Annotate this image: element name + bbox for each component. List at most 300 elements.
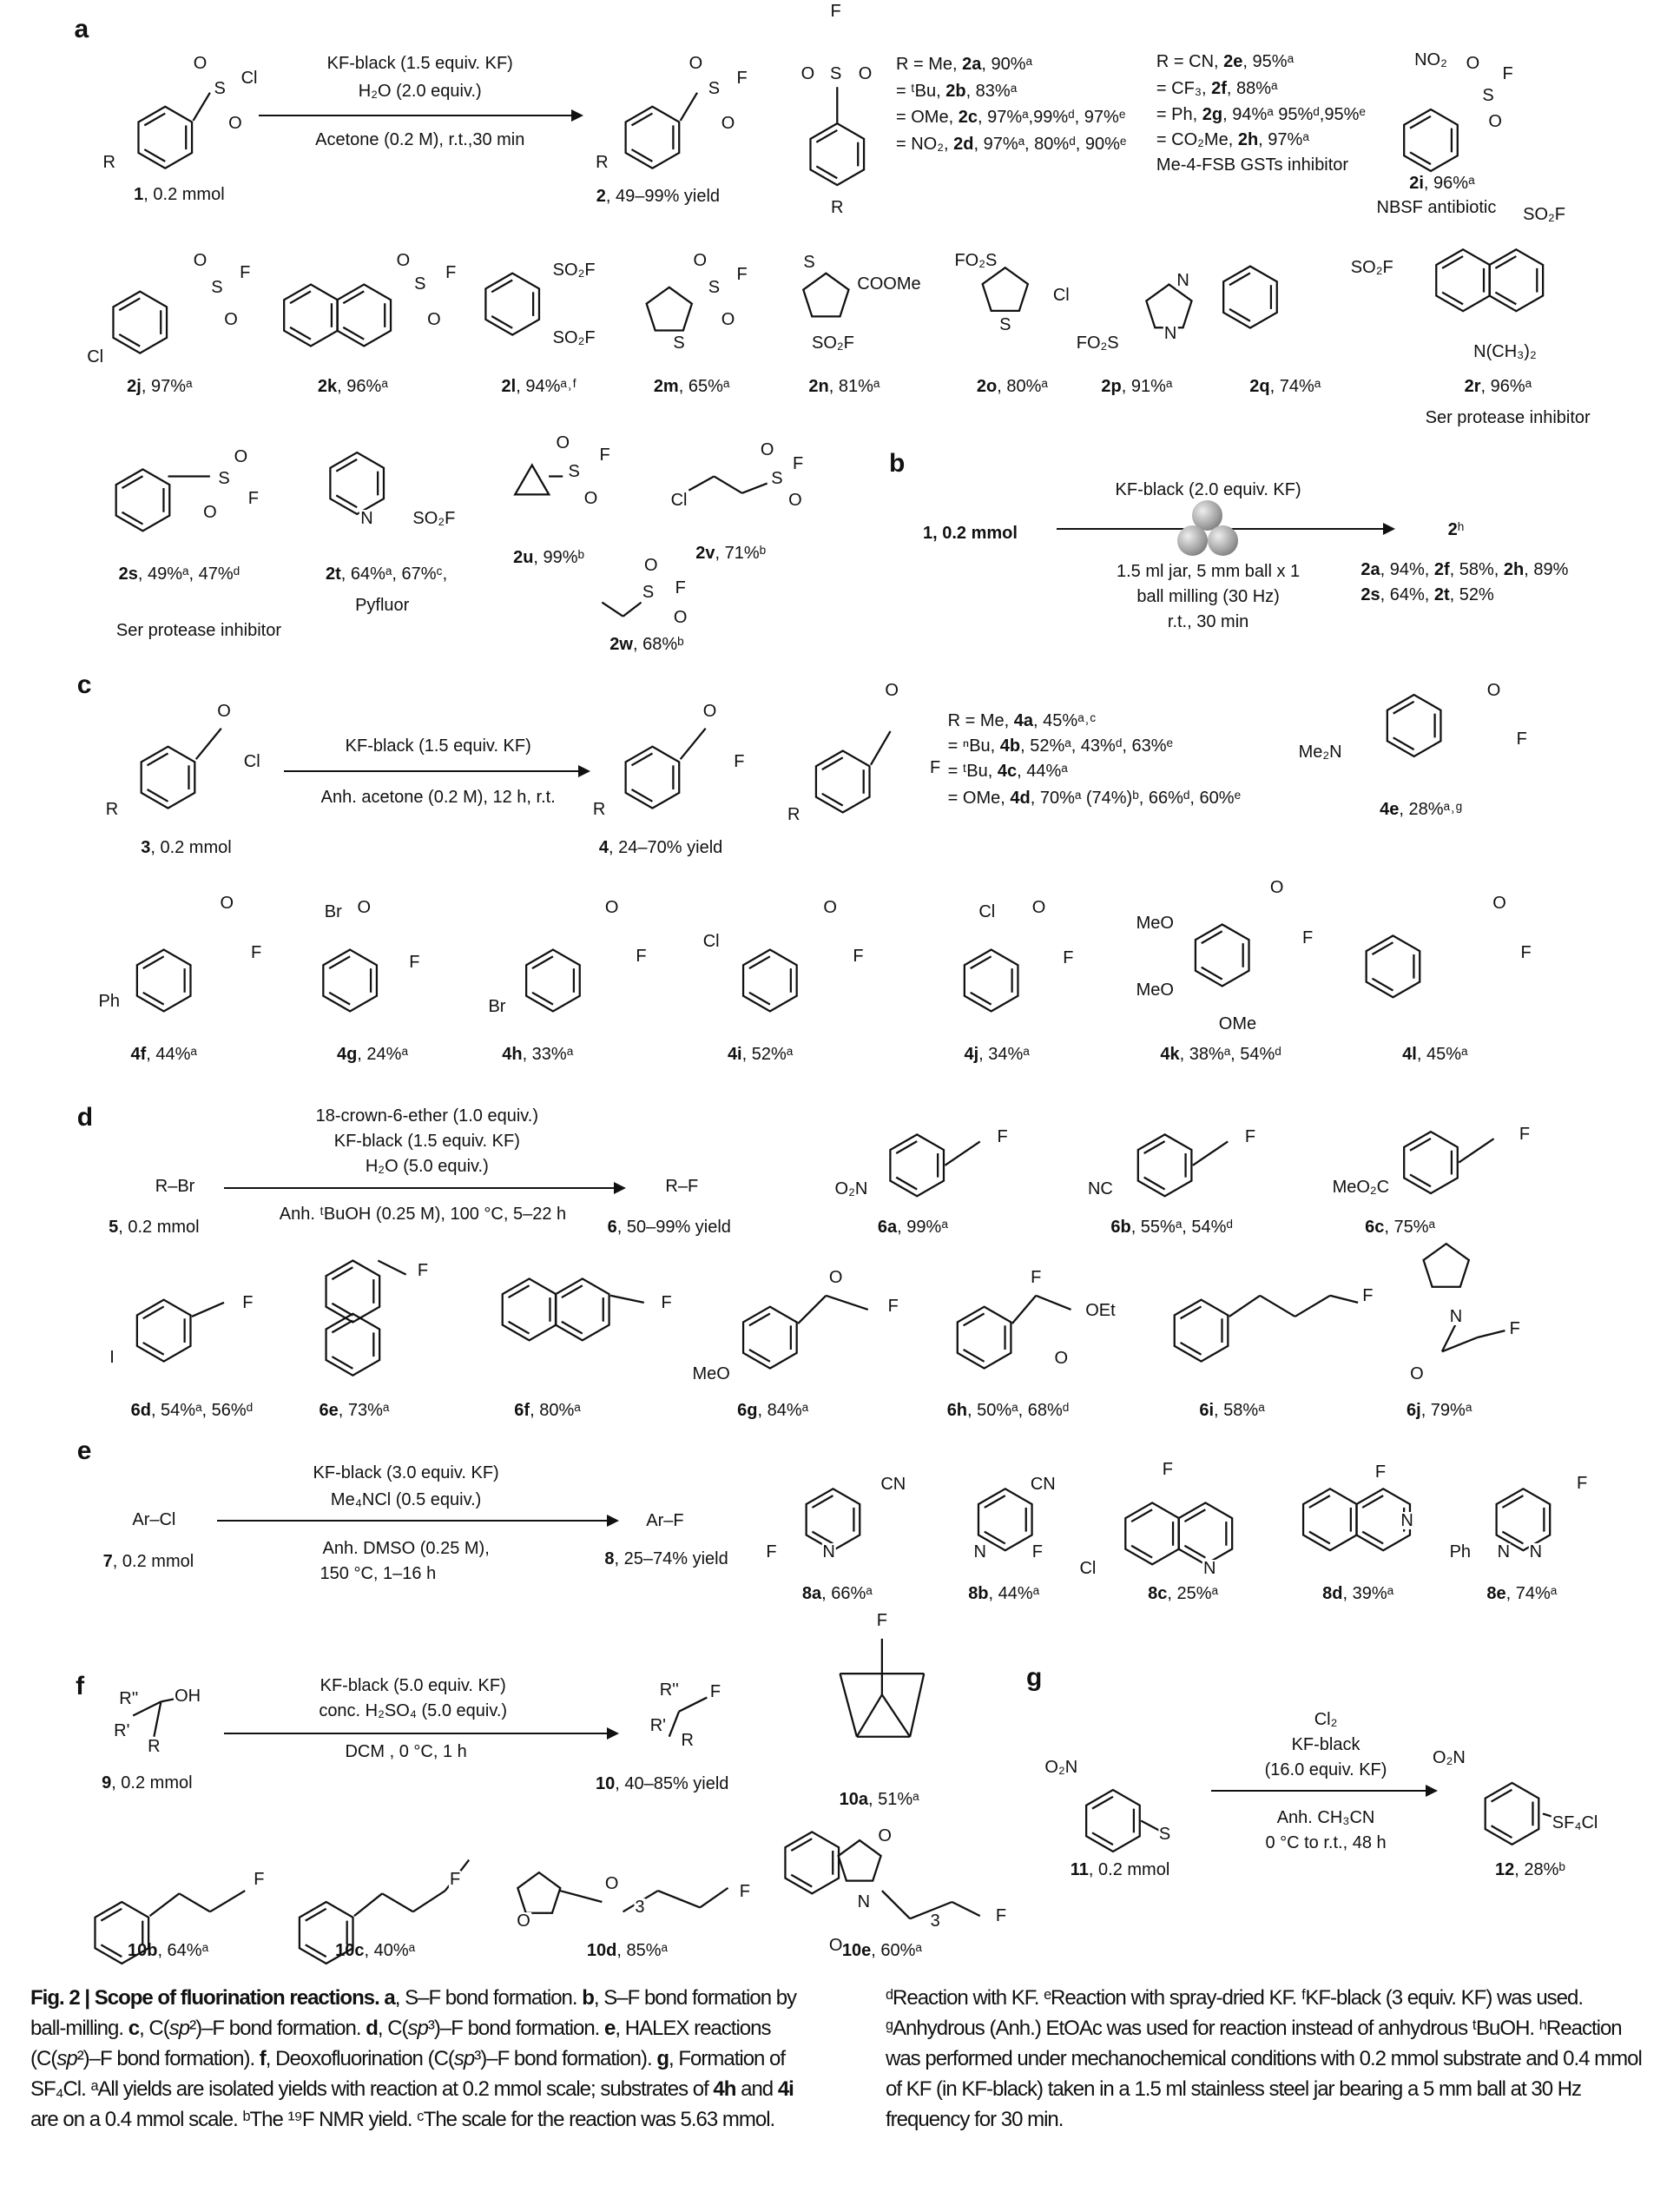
compound-6e-label: 6e, 73%ᵃ bbox=[319, 1400, 390, 1420]
atom-label: O bbox=[673, 608, 688, 628]
compound-2k-label: 2k, 96%ᵃ bbox=[317, 377, 388, 397]
atom-label: O bbox=[228, 113, 242, 133]
ring-bond bbox=[485, 274, 539, 335]
compound-2o-label: 2o, 80%ᵃ bbox=[976, 377, 1048, 397]
condition: Cl₂ bbox=[1314, 1710, 1338, 1730]
compound-4h-label: 4h, 33%ᵃ bbox=[502, 1045, 574, 1065]
double-bond bbox=[143, 956, 164, 968]
atom-label: R bbox=[148, 1736, 161, 1756]
atom-label: F bbox=[1362, 1285, 1374, 1305]
atom-label: O bbox=[556, 432, 570, 452]
atom-label: O bbox=[702, 702, 717, 722]
atom-label: F bbox=[793, 453, 804, 473]
atom-label: R bbox=[105, 800, 119, 820]
ring-bond bbox=[965, 949, 1018, 1011]
caption-segment: ²)–F bond formation. bbox=[189, 2017, 366, 2040]
condition: Anh. ᵗBuOH (0.25 M), 100 °C, 5–22 h bbox=[279, 1205, 567, 1225]
double-bond bbox=[631, 753, 652, 765]
atom-label: Br bbox=[488, 997, 506, 1017]
r-list-item: = OMe, 4d, 70%ᵃ (74%)ᵇ, 66%ᵈ, 60%ᵉ bbox=[947, 789, 1242, 809]
double-bond bbox=[1492, 1826, 1512, 1838]
double-bond bbox=[1202, 931, 1222, 943]
atom-label: SO₂F bbox=[412, 508, 456, 528]
double-bond bbox=[491, 280, 512, 292]
atom-label: R' bbox=[649, 1715, 667, 1735]
atom-label: R bbox=[596, 153, 609, 173]
caption-segment: g bbox=[656, 2047, 669, 2070]
atom-label: N bbox=[973, 1542, 986, 1561]
atom-label: O bbox=[1488, 112, 1502, 132]
atom-label: F bbox=[636, 947, 647, 967]
panel-label-a: a bbox=[74, 15, 89, 44]
atom-label: O bbox=[1054, 1349, 1069, 1369]
atom-label: R'' bbox=[659, 1680, 679, 1700]
ring-bond bbox=[1486, 1783, 1539, 1845]
bond bbox=[742, 484, 768, 493]
atom-label: F bbox=[417, 1260, 429, 1280]
r-list-item: = ᵗBu, 2b, 83%ᵃ bbox=[896, 81, 1018, 101]
ring-bond bbox=[137, 1300, 191, 1362]
atom-label: F bbox=[445, 263, 457, 283]
bond bbox=[658, 1891, 700, 1907]
double-bond bbox=[1393, 702, 1414, 714]
double-bond bbox=[631, 789, 652, 802]
condition: KF-black (1.5 equiv. KF) bbox=[345, 736, 531, 756]
atom-label: Me₂N bbox=[1298, 742, 1342, 762]
reaction-arrow bbox=[224, 1187, 623, 1189]
atom-label: FO₂S bbox=[954, 250, 998, 270]
atom-label: F bbox=[242, 1292, 254, 1312]
ball-icon bbox=[1177, 525, 1208, 556]
ball-milling-results: 2s, 64%, 2t, 52% bbox=[1360, 585, 1494, 605]
compound-2m-label: 2m, 65%ᵃ bbox=[653, 377, 730, 397]
atom-label: NO₂ bbox=[1414, 50, 1447, 70]
double-bond bbox=[1202, 967, 1222, 980]
atom-label: SO₂F bbox=[1523, 204, 1566, 224]
ring-bond bbox=[1303, 1489, 1357, 1550]
atom-label: F bbox=[736, 69, 748, 89]
bond bbox=[681, 93, 697, 121]
double-bond bbox=[791, 1875, 812, 1887]
atom-label: Cl bbox=[670, 490, 688, 510]
double-bond bbox=[332, 1357, 352, 1369]
condition: 18-crown-6-ether (1.0 equiv.) bbox=[315, 1106, 539, 1126]
double-bond bbox=[143, 993, 164, 1005]
double-bond bbox=[964, 1313, 985, 1325]
atom-label: F bbox=[709, 1681, 721, 1701]
caption-segment: c bbox=[128, 2017, 140, 2040]
double-bond bbox=[143, 1306, 164, 1318]
bond bbox=[1295, 1296, 1330, 1317]
r-list-item: = ⁿBu, 4b, 52%ᵃ, 43%ᵈ, 63%ᵉ bbox=[947, 736, 1173, 756]
compound-6i-label: 6i, 58%ᵃ bbox=[1199, 1400, 1265, 1420]
product-label: 2ʰ bbox=[1447, 519, 1465, 539]
atom-label: S bbox=[214, 78, 226, 98]
compound-2p-label: 2p, 91%ᵃ bbox=[1101, 377, 1173, 397]
atom-label: R'' bbox=[119, 1688, 139, 1708]
atom-label: Cl bbox=[243, 752, 260, 772]
atom-label: O bbox=[800, 64, 815, 84]
atom-label: S bbox=[708, 78, 721, 98]
r-list-item: R = Me, 2a, 90%ᵃ bbox=[896, 55, 1032, 75]
double-bond bbox=[896, 1141, 917, 1153]
reactant-5-label: 5, 0.2 mmol bbox=[109, 1217, 200, 1237]
atom-label: O bbox=[828, 1935, 843, 1955]
atom-label: F bbox=[1244, 1127, 1256, 1147]
double-bond bbox=[509, 1285, 530, 1297]
reaction-arrow bbox=[284, 770, 588, 772]
bond bbox=[610, 1296, 644, 1303]
caption-segment: 4i bbox=[777, 2077, 794, 2101]
double-bond bbox=[343, 291, 364, 303]
atom-label: F bbox=[1502, 64, 1513, 84]
compound-2r-label: 2r, 96%ᵃ bbox=[1464, 377, 1532, 397]
bond bbox=[910, 1674, 924, 1737]
compound-4e-label: 4e, 28%ᵃ˒ᵍ bbox=[1380, 800, 1463, 820]
caption-segment: sp bbox=[407, 2017, 428, 2040]
atom-label: Ph bbox=[98, 991, 120, 1011]
compound-2q-label: 2q, 74%ᵃ bbox=[1249, 377, 1321, 397]
bond bbox=[354, 1893, 382, 1916]
atom-label: O bbox=[1031, 897, 1046, 917]
atom-label: S bbox=[642, 583, 655, 603]
compound-10c-label: 10c, 40%ᵃ bbox=[335, 1941, 416, 1961]
atom-label: S bbox=[771, 469, 783, 489]
ring-bond bbox=[517, 1872, 560, 1913]
bond bbox=[1012, 1296, 1036, 1324]
compound-4j-label: 4j, 34%ᵃ bbox=[964, 1045, 1030, 1065]
product-6-label: 6, 50–99% yield bbox=[607, 1217, 731, 1237]
compound-8d-label: 8d, 39%ᵃ bbox=[1322, 1584, 1394, 1604]
double-bond bbox=[1410, 152, 1431, 164]
panel-label-g: g bbox=[1025, 1663, 1043, 1693]
atom-label: N bbox=[1163, 323, 1177, 343]
atom-label: F bbox=[599, 446, 610, 465]
double-bond bbox=[1144, 1178, 1165, 1190]
double-bond bbox=[329, 993, 350, 1005]
atom-label: R bbox=[102, 153, 115, 173]
double-bond bbox=[1229, 273, 1250, 285]
atom-label: Br bbox=[324, 901, 342, 921]
condition: 150 °C, 1–16 h bbox=[320, 1564, 437, 1584]
atom-label: O bbox=[688, 53, 703, 73]
condition: KF-black (5.0 equiv. KF) bbox=[320, 1676, 506, 1696]
bond bbox=[840, 1674, 857, 1737]
double-bond bbox=[122, 512, 143, 525]
atom-label: O bbox=[396, 250, 411, 270]
product-10-label: 10, 40–85% yield bbox=[595, 1774, 729, 1794]
double-bond bbox=[1309, 1495, 1330, 1508]
atom-label: OMe bbox=[1218, 1013, 1257, 1033]
double-bond bbox=[1410, 1139, 1431, 1151]
atom-label: OH bbox=[175, 1686, 201, 1706]
atom-label: S bbox=[414, 274, 426, 294]
ring-bond bbox=[138, 107, 192, 168]
bond bbox=[1330, 1296, 1358, 1303]
condition: KF-black bbox=[1291, 1735, 1360, 1755]
compound-2w-label: 2w, 68%ᵇ bbox=[609, 634, 684, 654]
atom-label: O bbox=[1410, 1363, 1424, 1383]
double-bond bbox=[1495, 293, 1516, 305]
ring-bond bbox=[1125, 1502, 1179, 1564]
bond bbox=[179, 1893, 209, 1911]
atom-label: F bbox=[736, 265, 748, 285]
compound-10b-label: 10b, 64%ᵃ bbox=[127, 1941, 209, 1961]
atom-label: MeO₂C bbox=[1332, 1178, 1390, 1198]
double-bond bbox=[332, 1304, 352, 1316]
double-bond bbox=[562, 1322, 583, 1334]
atom-label: 3 bbox=[635, 1898, 645, 1918]
double-bond bbox=[101, 1909, 122, 1921]
atom-label: S bbox=[1482, 85, 1494, 105]
double-bond bbox=[332, 1267, 352, 1279]
compound-2v-label: 2v, 71%ᵇ bbox=[695, 543, 767, 563]
product-8-label: 8, 25–74% yield bbox=[604, 1548, 728, 1568]
bond bbox=[688, 476, 714, 490]
condition: DCM , 0 °C, 1 h bbox=[345, 1742, 467, 1762]
panel-label-b: b bbox=[888, 449, 906, 479]
atom-label: O bbox=[721, 113, 735, 133]
atom-label: Cl bbox=[240, 69, 258, 89]
atom-label: N bbox=[822, 1542, 835, 1561]
atom-label: N bbox=[1497, 1542, 1511, 1561]
double-bond bbox=[1309, 1532, 1330, 1544]
compound-8c-label: 8c, 25%ᵃ bbox=[1148, 1584, 1218, 1604]
double-bond bbox=[329, 956, 350, 968]
atom-label: S bbox=[211, 277, 223, 297]
atom-label: F bbox=[1063, 947, 1074, 967]
double-bond bbox=[631, 149, 652, 162]
double-bond bbox=[119, 298, 140, 310]
compound-2l-label: 2l, 94%ᵃ˒ᶠ bbox=[501, 377, 577, 397]
ring-bond bbox=[1367, 935, 1420, 997]
atom-label: N bbox=[1176, 270, 1189, 290]
condition: Anh. DMSO (0.25 M), bbox=[322, 1539, 490, 1559]
double-bond bbox=[144, 114, 165, 126]
ring-bond bbox=[142, 747, 195, 809]
caption-segment: 4h bbox=[713, 2077, 736, 2101]
atom-label: O₂N bbox=[1044, 1757, 1078, 1777]
ring-bond bbox=[1436, 249, 1490, 311]
reactant-formula: R–Br bbox=[155, 1176, 195, 1196]
compound-note: Ser protease inhibitor bbox=[1425, 407, 1591, 427]
atom-label: N bbox=[360, 508, 373, 528]
r-list-item: R = Me, 4a, 45%ᵃ˒ᶜ bbox=[947, 711, 1097, 731]
double-bond bbox=[749, 993, 770, 1005]
product-2-label: 2, 49–99% yield bbox=[596, 186, 721, 206]
condition: KF-black (1.5 equiv. KF) bbox=[326, 53, 513, 73]
caption-segment: , C( bbox=[377, 2017, 408, 2040]
bond bbox=[681, 729, 706, 759]
reactant-1-label: 1, 0.2 mmol bbox=[134, 185, 225, 205]
ring-bond bbox=[983, 267, 1028, 311]
atom-label: F bbox=[1509, 1319, 1520, 1339]
atom-label: NC bbox=[1087, 1179, 1113, 1198]
double-bond bbox=[822, 794, 843, 806]
caption-segment: ³)–F bond formation). bbox=[474, 2047, 657, 2070]
caption-segment: d bbox=[366, 2017, 378, 2040]
atom-label: Cl bbox=[702, 931, 720, 951]
double-bond bbox=[1372, 979, 1393, 991]
condition: conc. H₂SO₄ (5.0 equiv.) bbox=[319, 1701, 508, 1721]
caption-segment: f bbox=[259, 2047, 266, 2070]
bond bbox=[857, 1694, 882, 1736]
compound-note: Ser protease inhibitor bbox=[115, 620, 282, 640]
caption-segment: are on a 0.4 mmol scale. ᵇThe ¹⁹F NMR yield. ᶜThe scale for the reaction was 5.63 mmol. ᵈReaction with KF. ᵉReaction with spray-dried KF. ᶠKF-black (3 equiv. KF) was used. ᵍAnhydrous (Anh.) EtOAc was used for reaction instead of anhydrous ᵗBuOH. ʰReaction was performed under mechanochemical conditions with 0.2 mmol substrate and 0.4 mmol of KF (in KF-black) taken in a 1.5 ml stainless steel jar bearing a 5 mm ball at 30 Hz frequency for 30 min. bbox=[30, 1986, 1642, 2131]
compound-6h-label: 6h, 50%ᵃ, 68%ᵈ bbox=[946, 1400, 1070, 1420]
bond bbox=[1260, 1296, 1295, 1317]
atom-label: O₂N bbox=[1433, 1747, 1466, 1767]
atom-label: F bbox=[739, 1882, 750, 1902]
atom-label: S bbox=[829, 64, 842, 84]
atom-label: F bbox=[250, 942, 262, 962]
ring-bond bbox=[116, 469, 170, 531]
ring-bond bbox=[958, 1307, 1011, 1369]
caption-segment: e bbox=[604, 2017, 616, 2040]
ring-bond bbox=[803, 274, 848, 317]
atom-label: R bbox=[592, 800, 606, 820]
atom-label: R bbox=[681, 1731, 694, 1751]
double-bond bbox=[1181, 1306, 1202, 1318]
atom-label: I bbox=[109, 1347, 115, 1367]
compound-8a-label: 8a, 66%ᵃ bbox=[801, 1584, 873, 1604]
atom-label: F bbox=[1301, 928, 1314, 948]
compound-2u-label: 2u, 99%ᵇ bbox=[513, 547, 585, 567]
double-bond bbox=[971, 993, 992, 1005]
ring-bond bbox=[1223, 267, 1277, 328]
ring-bond bbox=[526, 949, 580, 1011]
compound-4f-label: 4f, 44%ᵃ bbox=[130, 1045, 197, 1065]
atom-label: SF₄Cl bbox=[1552, 1813, 1598, 1833]
compound-8e-label: 8e, 74%ᵃ bbox=[1486, 1584, 1558, 1604]
atom-label: O bbox=[217, 702, 231, 722]
ring-bond bbox=[626, 107, 680, 168]
caption-segment: , Formation of SF₄Cl. ᵃAll yields are isolated yields with reaction at 0.2 mmol scale; substrates of bbox=[30, 2047, 786, 2101]
reaction-arrow bbox=[224, 1733, 616, 1734]
atom-label: O bbox=[788, 490, 802, 510]
compound-6b-label: 6b, 55%ᵃ, 54%ᵈ bbox=[1110, 1217, 1233, 1237]
bond bbox=[1229, 1296, 1260, 1317]
atom-label: S bbox=[708, 277, 721, 297]
panel-label-e: e bbox=[76, 1436, 92, 1466]
bond bbox=[700, 1888, 728, 1908]
double-bond bbox=[1131, 1509, 1152, 1522]
double-bond bbox=[1131, 1546, 1152, 1558]
double-bond bbox=[1393, 737, 1414, 749]
atom-label: SO₂F bbox=[552, 261, 596, 281]
caption-segment: , C( bbox=[139, 2017, 169, 2040]
bond bbox=[669, 1712, 679, 1737]
double-bond bbox=[101, 1944, 122, 1957]
ring-bond bbox=[515, 465, 549, 495]
double-bond bbox=[290, 291, 311, 303]
bond bbox=[882, 1891, 910, 1918]
ball-milling-results: 2a, 94%, 2f, 58%, 2h, 89% bbox=[1360, 560, 1569, 580]
compound-6g-label: 6g, 84%ᵃ bbox=[737, 1400, 809, 1420]
double-bond bbox=[1184, 1546, 1205, 1558]
ring-bond bbox=[113, 292, 167, 353]
reactant-9-label: 9, 0.2 mmol bbox=[102, 1773, 193, 1793]
double-bond bbox=[816, 130, 837, 142]
reaction-arrow bbox=[1211, 1790, 1435, 1792]
double-bond bbox=[1442, 293, 1463, 305]
caption-segment: Fig. 2 | Scope of fluorination reactions. a bbox=[30, 1986, 395, 2010]
bond bbox=[602, 603, 623, 617]
bond bbox=[378, 1260, 405, 1274]
compound-note: Me-4-FSB GSTs inhibitor bbox=[1156, 155, 1349, 175]
atom-label: R' bbox=[114, 1721, 130, 1741]
double-bond bbox=[985, 1495, 1005, 1508]
ring-bond bbox=[330, 452, 384, 514]
compound-6f-label: 6f, 80%ᵃ bbox=[514, 1400, 581, 1420]
double-bond bbox=[532, 956, 553, 968]
compound-note: Pyfluor bbox=[355, 595, 410, 615]
double-bond bbox=[749, 1313, 770, 1325]
atom-label: N bbox=[1400, 1511, 1413, 1531]
reactant-formula: Ar–Cl bbox=[132, 1509, 176, 1529]
atom-label: R bbox=[831, 197, 844, 217]
double-bond bbox=[336, 495, 357, 507]
r-list-item: R = CN, 2e, 95%ᵃ bbox=[1156, 51, 1295, 71]
ring-bond bbox=[1138, 1134, 1192, 1196]
atom-label: O bbox=[760, 439, 774, 459]
caption-segment: sp bbox=[56, 2047, 77, 2070]
double-bond bbox=[749, 956, 770, 968]
ring-bond bbox=[284, 285, 338, 347]
caption-segment: , Deoxofluorination (C( bbox=[265, 2047, 454, 2070]
atom-label: O bbox=[583, 489, 598, 509]
atom-label: F bbox=[1031, 1542, 1043, 1561]
bond bbox=[679, 1698, 707, 1712]
atom-label: O bbox=[357, 897, 372, 917]
ring-bond bbox=[1146, 285, 1191, 328]
condition: 0 °C to r.t., 48 h bbox=[1265, 1833, 1387, 1853]
bond bbox=[150, 1893, 180, 1916]
condition: ball milling (30 Hz) bbox=[1136, 586, 1280, 606]
atom-label: F bbox=[240, 263, 251, 283]
double-bond bbox=[631, 114, 652, 126]
ball-icon bbox=[1208, 525, 1238, 556]
product-12-label: 12, 28%ᵇ bbox=[1494, 1859, 1565, 1879]
atom-label: S bbox=[218, 469, 230, 489]
bond bbox=[871, 731, 891, 765]
atom-label: R bbox=[787, 805, 800, 825]
double-bond bbox=[1502, 1495, 1523, 1508]
double-bond bbox=[971, 956, 992, 968]
atom-label: COOMe bbox=[857, 274, 921, 294]
atom-label: O bbox=[220, 894, 234, 914]
atom-label: O bbox=[193, 53, 208, 73]
atom-label: F bbox=[997, 1127, 1008, 1147]
atom-label: O bbox=[1269, 878, 1284, 898]
atom-label: F bbox=[734, 752, 745, 772]
double-bond bbox=[343, 327, 364, 340]
reactant-label: 1, 0.2 mmol bbox=[922, 524, 1018, 544]
double-bond bbox=[336, 459, 357, 472]
atom-label: O bbox=[885, 680, 899, 700]
ring-bond bbox=[503, 1278, 557, 1340]
bond bbox=[413, 1891, 445, 1911]
atom-label: N bbox=[1449, 1306, 1463, 1326]
bond bbox=[882, 1694, 910, 1736]
atom-label: F bbox=[449, 1869, 461, 1889]
atom-label: O bbox=[203, 503, 217, 523]
bond bbox=[1477, 1330, 1505, 1337]
atom-label: O bbox=[234, 446, 248, 466]
double-bond bbox=[1092, 1797, 1113, 1809]
atom-label: O bbox=[828, 1267, 843, 1287]
bond bbox=[714, 476, 741, 492]
